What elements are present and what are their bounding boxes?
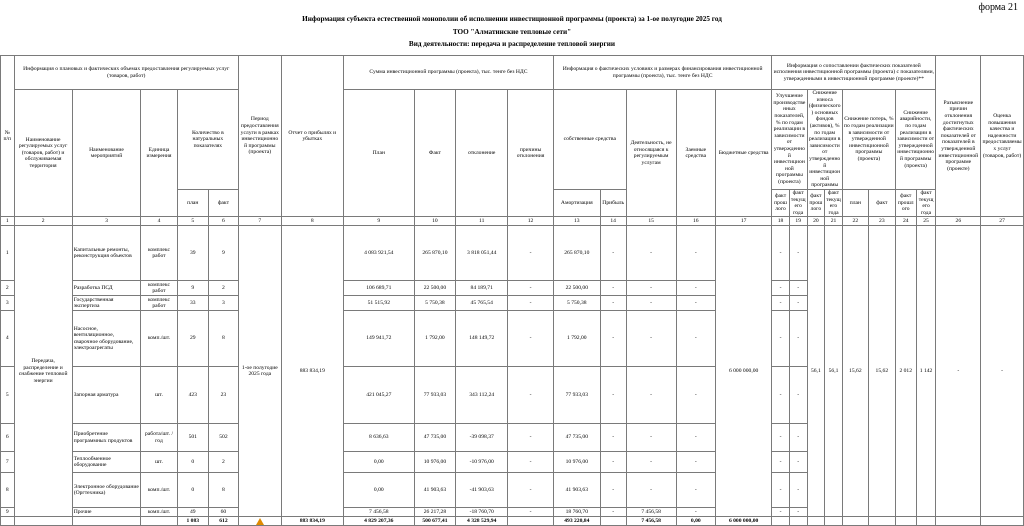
unit: работа/шт. /год [141, 424, 177, 452]
deviation-reason: - [508, 473, 554, 508]
column-number: 6 [208, 217, 238, 226]
borrowed-funds: - [676, 473, 715, 508]
column-number: 26 [936, 217, 981, 226]
sum-fact: 77 933,03 [414, 367, 456, 424]
sum-deviation: 84 189,71 [456, 281, 508, 296]
row-number: 9 [1, 508, 15, 517]
profit: - [600, 452, 626, 473]
header-c11: отклонение [456, 90, 508, 217]
header-c5-6: Количество в натуральных показателях [177, 90, 238, 190]
column-number: 22 [842, 217, 868, 226]
amortization: 1 792,00 [553, 311, 600, 367]
header-c18-19: Улучшение производственных показателей, % по годам реализации в зависимости от утвержденной инвестиционной программы (проекта) [772, 90, 807, 190]
header-c20: факт прошлого [807, 189, 825, 216]
sum-fact: 22 500,00 [414, 281, 456, 296]
prod-fact-prev: - [772, 296, 790, 311]
form-number: форма 21 [978, 2, 1018, 13]
qty-plan: 0 [177, 452, 208, 473]
column-number: 25 [916, 217, 936, 226]
borrowed-funds: - [676, 367, 715, 424]
deviation-explanation: - [936, 226, 981, 517]
qty-fact: 502 [208, 424, 238, 452]
non-regulated: 7 456,58 [626, 508, 676, 517]
row-number: 8 [1, 473, 15, 508]
sum-plan: 0,00 [343, 452, 414, 473]
sum-deviation: 45 765,54 [456, 296, 508, 311]
header-c26: Разъяснение причин отклонения достигнутых фактических показателей от показателей в утвержденной инвестиционной программе (проекте) [936, 56, 981, 217]
activity-type: Вид деятельности: передача и распределение тепловой энергии [408, 40, 616, 48]
header-c7: Период предоставления услуги в рамках инвестиционной программы (проекта) [239, 56, 282, 217]
prod-fact-cur: - [789, 311, 807, 367]
column-number: 5 [177, 217, 208, 226]
borrowed-funds: - [676, 508, 715, 517]
qty-plan: 39 [177, 226, 208, 281]
header-c5: план [177, 189, 208, 216]
measure-name: Насосное, вентиляционное, сварочное оборудование, электроагрегаты [72, 311, 141, 367]
header-c23: факт [868, 189, 895, 216]
column-number: 10 [414, 217, 456, 226]
column-number: 7 [239, 217, 282, 226]
service-name: Передача, распределение и снабжение тепловой энергии [14, 226, 72, 517]
period: 1-ое полугодие 2025 года [239, 226, 282, 517]
deviation-reason: - [508, 424, 554, 452]
prod-fact-prev: - [772, 473, 790, 508]
total-budget-funds: 6 000 000,00 [716, 517, 772, 526]
header-c15: Деятельность, не относящаяся к регулируемым услугам [626, 90, 676, 217]
borrowed-funds: - [676, 226, 715, 281]
amortization: 18 760,70 [553, 508, 600, 517]
table-row [1, 226, 1024, 281]
unit: шт. [141, 367, 177, 424]
borrowed-funds: - [676, 452, 715, 473]
non-regulated: - [626, 226, 676, 281]
header-c10: Факт [414, 90, 456, 217]
row-number: 1 [1, 226, 15, 281]
unit: комп./шт. [141, 473, 177, 508]
header-c13: Амортизация [553, 189, 600, 216]
header-c3: Наименование мероприятий [72, 90, 141, 217]
unit: комп./шт. [141, 311, 177, 367]
qty-fact: 2 [208, 452, 238, 473]
qty-fact: 60 [208, 508, 238, 517]
header-group-financing: Информация о фактических условиях и размерах финансирования инвестиционной программы (проекта), тыс. тенге без НДС [553, 56, 771, 90]
borrowed-funds: - [676, 281, 715, 296]
column-number: 3 [72, 217, 141, 226]
column-number: 2 [14, 217, 72, 226]
header-c16: Заемные средства [676, 90, 715, 217]
sum-plan: 8 636,63 [343, 424, 414, 452]
sum-deviation: 343 112,24 [456, 367, 508, 424]
prod-fact-prev: - [772, 452, 790, 473]
profit: - [600, 281, 626, 296]
sum-plan: 106 689,71 [343, 281, 414, 296]
sum-fact: 41 903,63 [414, 473, 456, 508]
header-c20-21: Снижение износа (физического) основных фондов (активов), % по годам реализации в зависимости от утвержденной инвестиционной программы [808, 90, 841, 189]
sum-plan: 149 941,72 [343, 311, 414, 367]
measure-name: Запорная арматура [72, 367, 141, 424]
prod-fact-prev: - [772, 424, 790, 452]
borrowed-funds: - [676, 311, 715, 367]
non-regulated: - [626, 452, 676, 473]
sum-deviation: 148 149,72 [456, 311, 508, 367]
column-number: 23 [868, 217, 895, 226]
sum-plan: 51 515,92 [343, 296, 414, 311]
deviation-reason: - [508, 226, 554, 281]
prod-fact-cur: - [789, 226, 807, 281]
amortization: 265 870,10 [553, 226, 600, 281]
non-regulated: - [626, 296, 676, 311]
sum-deviation: -39 098,37 [456, 424, 508, 452]
amortization: 22 500,00 [553, 281, 600, 296]
column-number: 24 [895, 217, 916, 226]
profit: - [600, 296, 626, 311]
total-profit-loss: 883 834,19 [281, 517, 343, 526]
qty-plan: 49 [177, 508, 208, 517]
non-regulated: - [626, 281, 676, 296]
qty-plan: 9 [177, 281, 208, 296]
qty-plan: 29 [177, 311, 208, 367]
qty-fact: 2 [208, 281, 238, 296]
qty-fact: 23 [208, 367, 238, 424]
deviation-reason: - [508, 296, 554, 311]
header-group-comparison: Информация о сопоставлении фактических показателей исполнения инвестиционной программы (проекта) с показателями, утвержденными в инвестиционной программе (проекте)** [772, 56, 936, 90]
qty-fact: 9 [208, 226, 238, 281]
deviation-reason: - [508, 452, 554, 473]
column-number: 15 [626, 217, 676, 226]
column-number: 27 [981, 217, 1024, 226]
column-number: 12 [508, 217, 554, 226]
sum-fact: 47 735,00 [414, 424, 456, 452]
prod-fact-cur: - [789, 508, 807, 517]
row-number: 6 [1, 424, 15, 452]
sum-plan: 7 456,58 [343, 508, 414, 517]
header-own-funds: собственные средства [553, 90, 626, 190]
qty-plan: 0 [177, 473, 208, 508]
header-c6: факт [208, 189, 238, 216]
prod-fact-prev: - [772, 508, 790, 517]
measure-name: Приобретение программных продуктов [72, 424, 141, 452]
profit: - [600, 367, 626, 424]
header-c19: факт текущего года [790, 189, 806, 216]
header-group-plan: Информация о плановых и фактических объемах предоставления регулируемых услуг (товаров, работ) [14, 56, 239, 90]
sum-fact: 1 792,00 [414, 311, 456, 367]
unit: комплекс работ [141, 226, 177, 281]
prod-fact-cur: - [789, 367, 807, 424]
profit: - [600, 424, 626, 452]
amortization: 77 933,03 [553, 367, 600, 424]
column-number: 11 [456, 217, 508, 226]
column-number: 14 [600, 217, 626, 226]
profit: - [600, 311, 626, 367]
amortization: 41 903,63 [553, 473, 600, 508]
profit: - [600, 508, 626, 517]
column-number: 19 [789, 217, 807, 226]
non-regulated: - [626, 367, 676, 424]
measure-name: Теплообменное оборудование [72, 452, 141, 473]
total-non-regulated: 7 456,58 [626, 517, 676, 526]
measure-name: Прочие [72, 508, 141, 517]
row-number: 3 [1, 296, 15, 311]
deviation-reason: - [508, 367, 554, 424]
amortization: 10 976,00 [553, 452, 600, 473]
sum-fact: 5 750,38 [414, 296, 456, 311]
warning-icon[interactable] [256, 518, 264, 525]
total-sum-plan: 4 829 207,36 [343, 517, 414, 526]
amortization: 47 735,00 [553, 424, 600, 452]
deviation-reason: - [508, 281, 554, 296]
quality-assessment: - [981, 226, 1024, 517]
prod-fact-prev: - [772, 311, 790, 367]
wear-fact-cur: 56,1 [825, 226, 843, 517]
document-title: Информация субъекта естественной монополии об исполнении инвестиционной программы (проекта) за 1-ое полугодие 2025 год [302, 15, 722, 23]
prod-fact-cur: - [789, 296, 807, 311]
column-number-row [1, 217, 1024, 226]
investment-program-table [0, 55, 1024, 526]
loss-fact: 15,62 [868, 226, 895, 517]
profit: - [600, 473, 626, 508]
column-number: 9 [343, 217, 414, 226]
accident-fact-prev: 2 012 [895, 226, 916, 517]
total-row [1, 517, 1024, 526]
sum-deviation: 3 818 051,44 [456, 226, 508, 281]
non-regulated: - [626, 424, 676, 452]
total-sum-deviation: 4 328 529,94 [456, 517, 508, 526]
sum-plan: 421 045,27 [343, 367, 414, 424]
header-c22: план [842, 189, 868, 216]
sum-plan: 0,00 [343, 473, 414, 508]
column-number: 1 [1, 217, 15, 226]
sum-plan: 4 083 921,54 [343, 226, 414, 281]
non-regulated: - [626, 311, 676, 367]
qty-plan: 33 [177, 296, 208, 311]
amortization: 5 750,38 [553, 296, 600, 311]
qty-fact: 3 [208, 296, 238, 311]
column-number: 18 [772, 217, 790, 226]
measure-name: Капитальные ремонты, реконструкция объектов [72, 226, 141, 281]
measure-name: Электронное оборудование (Оргтехника) [72, 473, 141, 508]
row-number: 7 [1, 452, 15, 473]
borrowed-funds: - [676, 296, 715, 311]
total-sum-fact: 500 677,41 [414, 517, 456, 526]
column-number: 21 [825, 217, 843, 226]
prod-fact-cur: - [789, 424, 807, 452]
prod-fact-cur: - [789, 281, 807, 296]
row-number: 2 [1, 281, 15, 296]
header-c18: факт прошлого [772, 189, 790, 216]
company-name: ТОО "Алматинские тепловые сети" [452, 28, 572, 36]
row-number: 4 [1, 311, 15, 367]
header-group-sum: Сумма инвестиционной программы (проекта), тыс. тенге без НДС [343, 56, 553, 90]
header-c21: факт текущего года [826, 189, 841, 216]
total-qty-plan: 1 083 [177, 517, 208, 526]
sum-deviation: -10 976,00 [456, 452, 508, 473]
header-c25: факт текущего года [916, 189, 936, 216]
column-number: 17 [716, 217, 772, 226]
column-number: 8 [281, 217, 343, 226]
column-number: 16 [676, 217, 715, 226]
header-c14: Прибыль [600, 189, 626, 216]
budget-funds: 6 000 000,00 [716, 226, 772, 517]
header-c8: Отчет о прибылях и убытках [281, 56, 343, 217]
measure-name: Государственная экспертиза [72, 296, 141, 311]
prod-fact-prev: - [772, 367, 790, 424]
loss-plan: 15,62 [842, 226, 868, 517]
profit-loss-report: 883 834,19 [281, 226, 343, 517]
prod-fact-prev: - [772, 226, 790, 281]
wear-fact-prev: 56,1 [807, 226, 825, 517]
sum-deviation: -18 760,70 [456, 508, 508, 517]
unit: комп./шт. [141, 508, 177, 517]
prod-fact-prev: - [772, 281, 790, 296]
non-regulated: - [626, 473, 676, 508]
total-borrowed-funds: 0,00 [676, 517, 715, 526]
header-c4: Единица измерения [141, 90, 177, 217]
measure-name: Разработка ПСД [72, 281, 141, 296]
total-qty-fact: 612 [208, 517, 238, 526]
header-c2: Наименование регулируемых услуг (товаров, работ) и обслуживаемая территория [14, 90, 72, 217]
header-c9: План [343, 90, 414, 217]
header-c1: № п/п [1, 56, 15, 217]
deviation-reason: - [508, 311, 554, 367]
header-c24-25: Снижение аварийности, по годам реализации в зависимости от утвержденной инвестиционной программы (проекта) [895, 90, 936, 190]
header-c12: причины отклонения [508, 90, 554, 217]
unit: шт. [141, 452, 177, 473]
prod-fact-cur: - [789, 452, 807, 473]
header-c27: Оценка повышения качества и надежности предоставляемых услуг (товаров, работ) [981, 56, 1024, 217]
prod-fact-cur: - [789, 473, 807, 508]
borrowed-funds: - [676, 424, 715, 452]
column-number: 13 [553, 217, 600, 226]
header-c24: факт прошлого [895, 189, 916, 216]
accident-fact-cur: 1 142 [916, 226, 936, 517]
total-amortization: 493 220,84 [553, 517, 600, 526]
sum-fact: 265 870,10 [414, 226, 456, 281]
unit: комплекс работ [141, 296, 177, 311]
qty-fact: 8 [208, 473, 238, 508]
deviation-reason: - [508, 508, 554, 517]
qty-fact: 8 [208, 311, 238, 367]
qty-plan: 501 [177, 424, 208, 452]
header-c22-23: Снижение потерь, % по годам реализации в зависимости от утвержденной инвестиционной программы (проекта) [842, 90, 895, 190]
profit: - [600, 226, 626, 281]
header-c17: Бюджетные средства [716, 90, 772, 217]
column-number: 4 [141, 217, 177, 226]
sum-fact: 10 976,00 [414, 452, 456, 473]
row-number: 5 [1, 367, 15, 424]
qty-plan: 423 [177, 367, 208, 424]
unit: комплекс работ [141, 281, 177, 296]
document-header [0, 0, 1024, 52]
sum-fact: 26 217,28 [414, 508, 456, 517]
sum-deviation: -41 903,63 [456, 473, 508, 508]
column-number: 20 [807, 217, 825, 226]
